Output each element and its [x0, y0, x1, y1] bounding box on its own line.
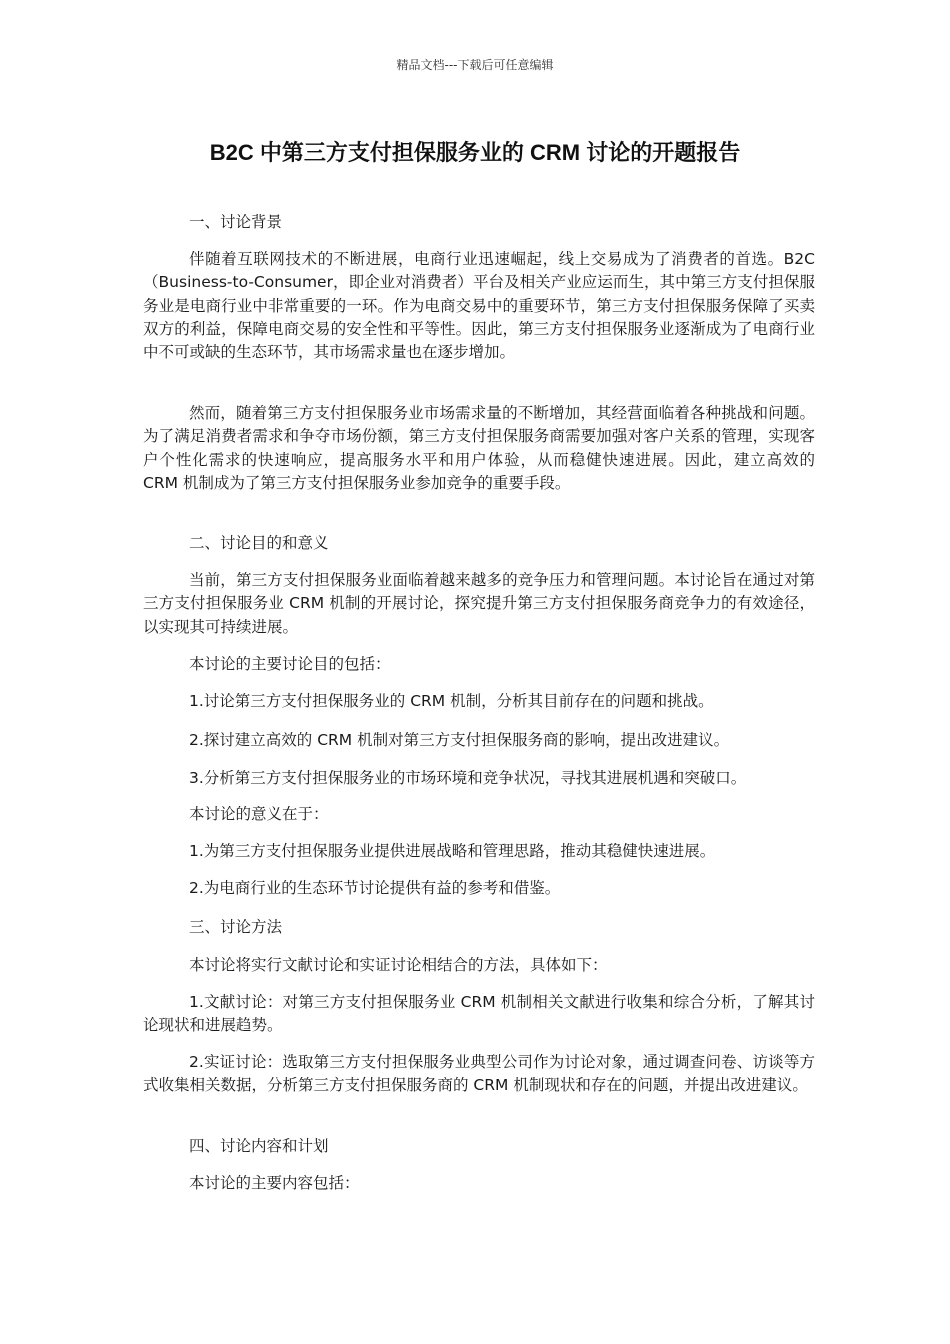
list-item-method-2: 2.实证讨论：选取第三方支付担保服务业典型公司作为讨论对象，通过调查问卷、访谈等方式收集相关数据，分析第三方支付担保服务商的 CRM 机制现状和存在的问题，并提出改进建议。 [143, 1053, 815, 1095]
section-heading-content: 四、讨论内容和计划 [189, 1137, 329, 1155]
list-item-goal-2: 2.探讨建立高效的 CRM 机制对第三方支付担保服务商的影响，提出改进建议。 [189, 731, 730, 749]
list-item-goal-1: 1.讨论第三方支付担保服务业的 CRM 机制，分析其目前存在的问题和挑战。 [189, 692, 714, 710]
paragraph-purpose-goals-lead: 本讨论的主要讨论目的包括： [189, 655, 391, 673]
section-heading-background: 一、讨论背景 [189, 213, 283, 231]
paragraph-content-lead: 本讨论的主要内容包括： [189, 1174, 360, 1192]
paragraph-method-intro: 本讨论将实行文献讨论和实证讨论相结合的方法，具体如下： [189, 956, 608, 974]
list-item-method-1: 1.文献讨论：对第三方支付担保服务业 CRM 机制相关文献进行收集和综合分析，了解其讨论现状和进展趋势。 [143, 993, 815, 1035]
document-title: B2C 中第三方支付担保服务业的 CRM 讨论的开题报告 [209, 140, 741, 165]
paragraph-background-1: 伴随着互联网技术的不断进展，电商行业迅速崛起，线上交易成为了消费者的首选。B2C（Business-to-Consumer，即企业对消费者）平台及相关产业应运而生，其中第三方支付担保服务业是电商行业中非常重要的一环。作为电商交易中的重要环节，第三方支付担保服务保障了买卖双方的利益，保障电商交易的安全性和平等性。因此，第三方支付担保服务业逐渐成为了电商行业中不可或缺的生态环节，其市场需求量也在逐步增加。 [143, 250, 815, 362]
paragraph-background-2: 然而，随着第三方支付担保服务业市场需求量的不断增加，其经营面临着各种挑战和问题。为了满足消费者需求和争夺市场份额，第三方支付担保服务商需要加强对客户关系的管理，实现客户个性化需求的快速响应，提高服务水平和用户体验，从而稳健快速进展。因此，建立高效的 CRM 机制成为了第三方支付担保服务业参加竞争的重要手段。 [143, 404, 815, 492]
paragraph-significance-lead: 本讨论的意义在于： [189, 805, 329, 823]
list-item-significance-2: 2.为电商行业的生态环节讨论提供有益的参考和借鉴。 [189, 879, 561, 897]
list-item-significance-1: 1.为第三方支付担保服务业提供进展战略和管理思路，推动其稳健快速进展。 [189, 842, 716, 860]
section-heading-purpose: 二、讨论目的和意义 [189, 534, 329, 552]
paragraph-purpose-intro: 当前，第三方支付担保服务业面临着越来越多的竞争压力和管理问题。本讨论旨在通过对第三方支付担保服务业 CRM 机制的开展讨论，探究提升第三方支付担保服务商竞争力的有效途径，以实现其可持续进展。 [143, 571, 815, 636]
page-header-note: 精品文档---下载后可任意编辑 [396, 58, 554, 72]
section-heading-method: 三、讨论方法 [189, 918, 283, 936]
list-item-goal-3: 3.分析第三方支付担保服务业的市场环境和竞争状况，寻找其进展机遇和突破口。 [189, 769, 747, 787]
